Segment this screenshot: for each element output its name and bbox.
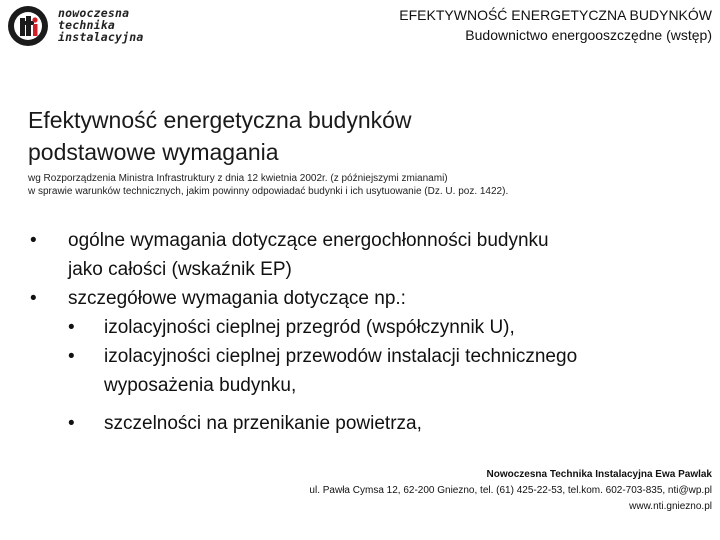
footer-address: ul. Pawła Cymsa 12, 62-200 Gniezno, tel. (61) 425-22-53, tel.kom. 602-703-835, nti@wp.pl bbox=[309, 485, 712, 496]
bullet-icon: • bbox=[30, 230, 37, 251]
nti-logo-icon bbox=[6, 4, 50, 48]
slide-header bbox=[399, 6, 712, 46]
footer-company-name: Nowoczesna Technika Instalacyjna Ewa Pawlak bbox=[486, 469, 712, 480]
company-logo bbox=[6, 4, 156, 48]
logo-text-line: instalacyjna bbox=[58, 30, 144, 44]
bullet-icon: • bbox=[68, 317, 75, 338]
logo-text-line: nowoczesna bbox=[58, 6, 130, 20]
header-title: EFEKTYWNOŚĆ ENERGETYCZNA BUDYNKÓW bbox=[399, 7, 712, 23]
requirements-list bbox=[28, 226, 708, 438]
page-title-line: Efektywność energetyczna budynków bbox=[28, 107, 412, 133]
sub-list-item bbox=[68, 313, 708, 342]
legal-reference-note bbox=[28, 172, 688, 198]
detailed-requirements-list bbox=[68, 313, 708, 438]
bullet-icon: • bbox=[30, 288, 37, 309]
sub-list-item-text: szczelności na przenikanie powietrza, bbox=[104, 413, 422, 434]
slide-footer bbox=[309, 467, 712, 515]
sub-list-item-text: izolacyjności cieplnej przegród (współczynnik U), bbox=[104, 317, 515, 338]
list-item bbox=[28, 284, 708, 438]
sub-list-item bbox=[68, 409, 708, 438]
sub-list-item bbox=[68, 342, 708, 400]
header-subtitle: Budownictwo energooszczędne (wstęp) bbox=[465, 27, 712, 43]
list-item-text: szczegółowe wymagania dotyczące np.: bbox=[68, 288, 406, 309]
page-title bbox=[28, 104, 668, 168]
logo-wordmark bbox=[58, 7, 143, 43]
sub-list-item-text: wyposażenia budynku, bbox=[104, 375, 297, 396]
footer-website: www.nti.gniezno.pl bbox=[629, 501, 712, 512]
bullet-icon: • bbox=[68, 346, 75, 367]
sub-list-item-text: izolacyjności cieplnej przewodów instalacji technicznego bbox=[104, 346, 578, 367]
list-item-text: ogólne wymagania dotyczące energochłonności budynku bbox=[68, 230, 549, 251]
page-title-line: podstawowe wymagania bbox=[28, 139, 279, 165]
logo-text-line: technika bbox=[58, 18, 115, 32]
list-item bbox=[28, 226, 708, 284]
legal-note-line: wg Rozporządzenia Ministra Infrastruktury z dnia 12 kwietnia 2002r. (z późniejszymi zmianami) bbox=[28, 173, 448, 184]
bullet-icon: • bbox=[68, 413, 75, 434]
list-item-text: jako całości (wskaźnik EP) bbox=[68, 259, 292, 280]
legal-note-line: w sprawie warunków technicznych, jakim powinny odpowiadać budynki i ich usytuowanie (Dz. U. poz. 1422). bbox=[28, 186, 509, 197]
